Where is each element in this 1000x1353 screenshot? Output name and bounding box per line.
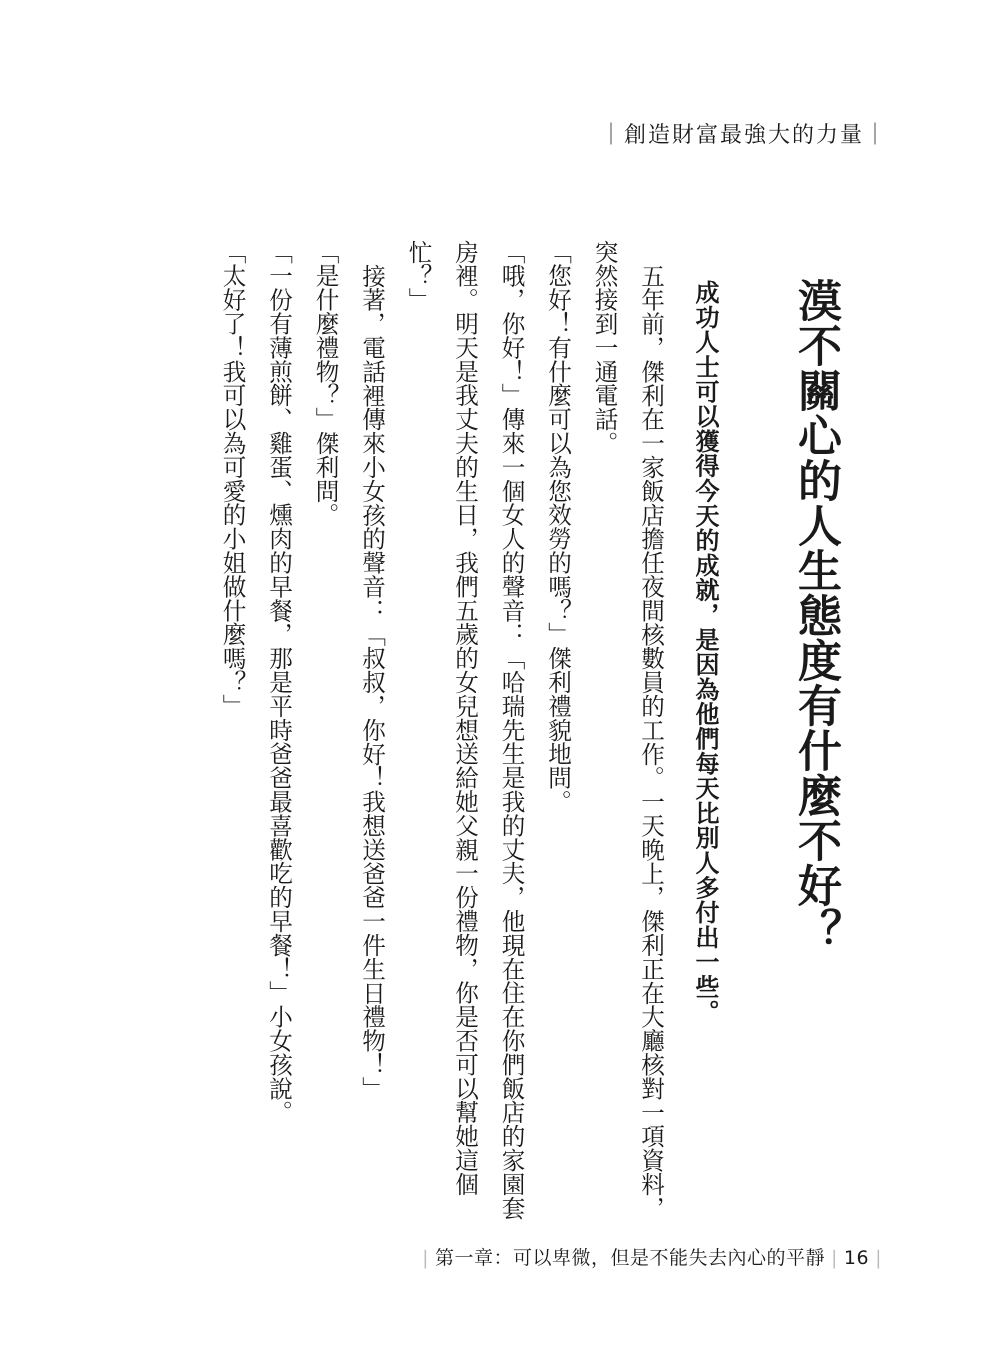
footer-chapter-title: 第一章：可以卑微，但是不能失去內心的平靜 bbox=[434, 1247, 825, 1269]
paragraph: 「您好！有什麼可以為您效勞的嗎？」傑利禮貌地問。 bbox=[544, 240, 572, 814]
paragraph: 「一份有薄煎餅、雞蛋、燻肉的早餐，那是平時爸爸最喜歡吃的早餐！」小女孩說。 bbox=[265, 240, 293, 1125]
article-subtitle: 成功人士可以獲得今天的成就，是因為他們每天比別人多付出一些。 bbox=[691, 280, 719, 1024]
paragraph: 「哦，你好！」傳來一個女人的聲音：「哈瑞先生是我的丈夫，他現在住在你們飯店的家園套房裡。明天是我丈夫的生日，我們五歲的女兒想送給她父親一份禮物，你是否可以幫她這個忙？」 bbox=[404, 240, 526, 1220]
page-number: 16 bbox=[843, 1247, 870, 1269]
footer-left-divider: | bbox=[422, 1247, 429, 1269]
paragraph: 接著，電話裡傳來小女孩的聲音：「叔叔，你好！我想送爸爸一件生日禮物！」 bbox=[358, 263, 386, 1101]
footer-mid-divider: | bbox=[831, 1247, 838, 1269]
footer-right-divider: | bbox=[875, 1247, 882, 1269]
paragraph: 「是什麼禮物？」傑利問。 bbox=[311, 240, 340, 527]
header-left-bar: ｜ bbox=[599, 123, 624, 148]
paragraph: 五年前，傑利在一家飯店擔任夜間核數員的工作。一天晚上，傑利正在大廳核對一項資料，突然接到一通電話。 bbox=[590, 240, 665, 1220]
article-title: 漠不關心的人生態度有什麼不好？ bbox=[790, 278, 841, 953]
page-footer bbox=[416, 1243, 888, 1270]
header-right-bar: ｜ bbox=[863, 123, 888, 148]
running-title: 創造財富最強大的力量 bbox=[623, 123, 864, 148]
running-header bbox=[600, 118, 888, 149]
article-body bbox=[209, 240, 850, 1240]
paragraph: 「太好了！我可以為可愛的小姐做什麼嗎？」 bbox=[218, 240, 247, 718]
